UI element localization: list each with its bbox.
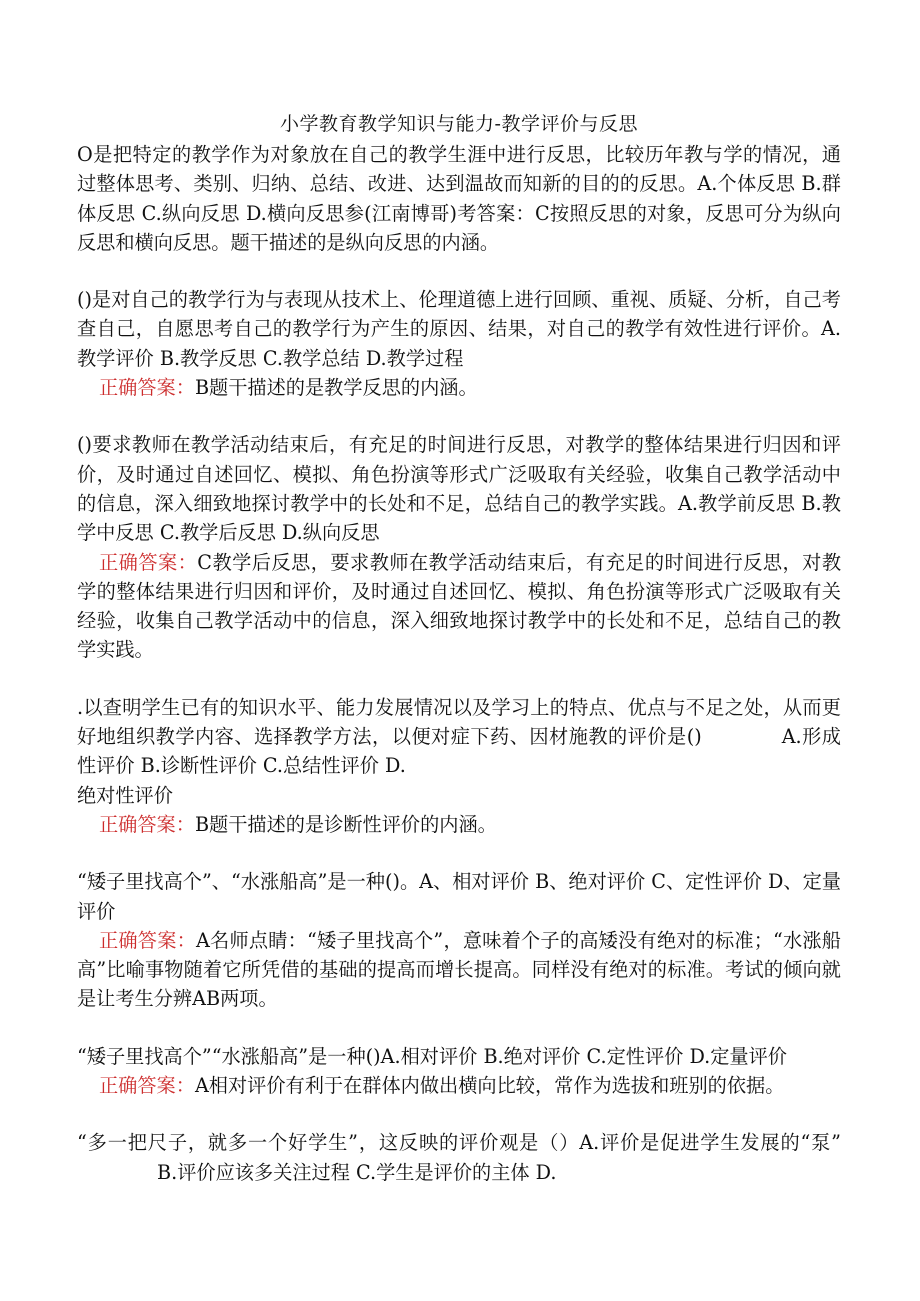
answer-5 xyxy=(77,926,841,1014)
question-4 xyxy=(77,693,841,781)
question-6: “矮子里找高个”“水涨船高”是一种()A.相对评价 B.绝对评价 C.定性评价 D.定量评价 xyxy=(77,1044,787,1068)
question-7 xyxy=(77,1128,841,1187)
question-7-options: B.评价应该多关注过程 C.学生是评价的主体 D. xyxy=(157,1160,557,1184)
document-page xyxy=(77,110,841,1187)
answer-3 xyxy=(77,548,841,665)
question-7-stem: “多一把尺子，就多一个好学生”，这反映的评价观是（）A.评价是促进学生发展的“泵” xyxy=(77,1131,841,1155)
spacer xyxy=(77,402,841,430)
answer-label: 正确答案： xyxy=(99,928,196,952)
document-title: 小学教育教学知识与能力-教学评价与反思 xyxy=(280,113,638,135)
question-2: ()是对自己的教学行为与表现从技术上、伦理道德上进行回顾、重视、质疑、分析，自己考查自己，自愿思考自己的教学行为产生的原因、结果，对自己的教学有效性进行评价。A.教学评价 B.教学反思 C.教学总结 D.教学过程 xyxy=(77,288,841,370)
answer-label: 正确答案： xyxy=(99,550,198,574)
answer-text: A相对评价有利于在群体内做出横向比较，常作为选拔和班别的依据。 xyxy=(194,1074,785,1098)
answer-text: B题干描述的是诊断性评价的内涵。 xyxy=(194,812,497,836)
spacer xyxy=(77,257,841,285)
answer-4 xyxy=(77,810,841,839)
question-4-stem: .以查明学生已有的知识水平、能力发展情况以及学习上的特点、优点与不足之处，从而更好地组织教学内容、选择教学方法，以便对症下药、因材施教的评价是() xyxy=(77,695,841,749)
answer-label: 正确答案： xyxy=(99,376,195,400)
question-1: O是把特定的教学作为对象放在自己的教学生涯中进行反思，比较历年教与学的情况，通过整体思考、类别、归纳、总结、改进、达到温故而知新的目的的反思。A.个体反思 B.群体反思 C.纵向反思 D.横向反思参(江南博哥)考答案：C按照反思的对象，反思可分为纵向反思和横向反思。题干描述的是纵向反思的内涵。 xyxy=(77,143,841,254)
question-4-options: A.形成性评价 B.诊断性评价 C.总结性评价 D. xyxy=(77,725,841,778)
question-3: ()要求教师在教学活动结束后，有充足的时间进行反思，对教学的整体结果进行归因和评价，及时通过自述回忆、模拟、角色扮演等形式广泛吸取有关经验，收集自己教学活动中的信息，深入细致地探讨教学中的长处和不足，总结自己的教学实践。A.教学前反思 B.教学中反思 C.教学后反思 D.纵向反思 xyxy=(77,433,841,545)
question-5: “矮子里找高个”、“水涨船高”是一种()。A、相对评价 B、绝对评价 C、定性评价 D、定量评价 xyxy=(77,870,841,923)
spacer xyxy=(77,665,841,693)
spacer xyxy=(77,839,841,867)
answer-label: 正确答案： xyxy=(99,1074,195,1098)
answer-2 xyxy=(77,373,841,402)
answer-text: B题干描述的是教学反思的内涵。 xyxy=(194,376,478,400)
spacer xyxy=(77,1100,841,1128)
answer-text: C教学后反思，要求教师在教学活动结束后，有充足的时间进行反思，对教学的整体结果进行归因和评价，及时通过自述回忆、模拟、角色扮演等形式广泛吸取有关经验，收集自己教学活动中的信息，深入细致地探讨教学中的长处和不足，总结自己的教学实践。 xyxy=(77,550,842,662)
question-4-continuation: 绝对性评价 xyxy=(77,783,173,807)
answer-label: 正确答案： xyxy=(99,812,195,836)
spacer xyxy=(77,1014,841,1042)
answer-text: A名师点睛：“矮子里找高个”，意味着个子的高矮没有绝对的标准；“水涨船高”比喻事物随着它所凭借的基础的提高而增长提高。同样没有绝对的标准。考试的倾向就是让考生分辨AB两项。 xyxy=(77,928,841,1011)
answer-6 xyxy=(77,1071,841,1100)
